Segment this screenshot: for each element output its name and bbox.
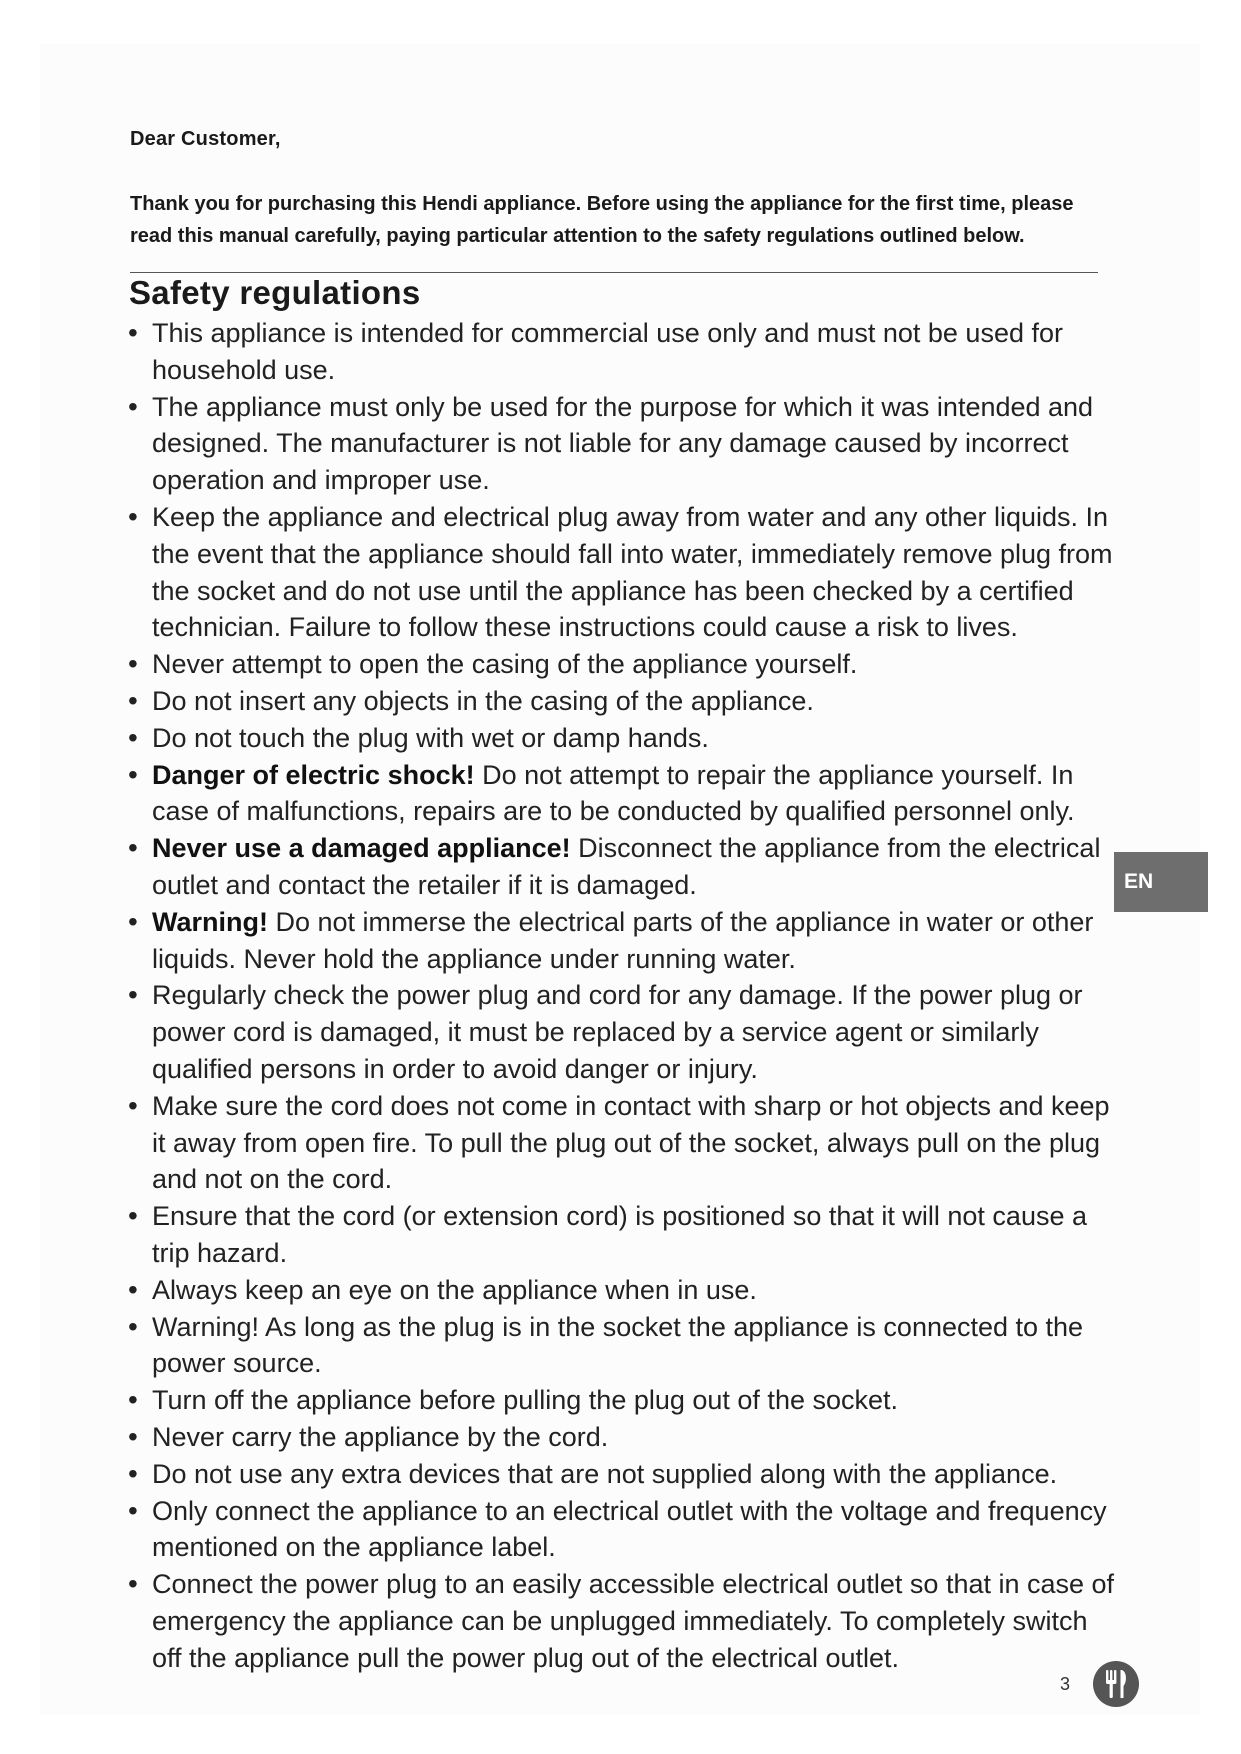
rule-text: Do not immerse the electrical parts of the appliance in water or other liquids. Never hold the appliance under running water.: [152, 906, 1094, 974]
rule-text: This appliance is intended for commercial use only and must not be used for household use.: [152, 318, 1063, 385]
bullet-icon: •: [128, 832, 138, 864]
section-title: Safety regulations: [129, 274, 421, 311]
language-tab: EN: [1114, 852, 1208, 912]
bullet-icon: •: [128, 390, 138, 422]
rule-text: Make sure the cord does not come in contact with sharp or hot objects and keep it away from open fire. To pull the plug out of the socket, always pull on the plug and not on the cord.: [152, 1090, 1110, 1195]
page-number: 3: [1060, 1674, 1071, 1694]
bullet-icon: •: [128, 1568, 138, 1600]
rule-text: Do not attempt to repair the appliance yourself. In case of malfunctions, repairs are to be conducted by qualified personnel only.: [152, 759, 1075, 827]
list-item: [128, 720, 1118, 757]
list-item: [128, 977, 1118, 1087]
rule-text: Connect the power plug to an easily accessible electrical outlet so that in case of emergency the appliance can be unplugged immediately. To completely switch off the appliance pull the power plug out of the electrical outlet.: [152, 1569, 1115, 1673]
rule-text: Disconnect the appliance from the electrical outlet and contact the retailer if it is damaged.: [152, 833, 1101, 900]
bullet-icon: •: [128, 1089, 138, 1121]
bullet-icon: •: [128, 684, 138, 716]
rule-text: Ensure that the cord (or extension cord) is positioned so that it will not cause a trip hazard.: [152, 1201, 1087, 1268]
greeting: Dear Customer,: [130, 128, 281, 150]
list-item: [128, 830, 1118, 904]
rule-lead: Never use a damaged appliance!: [152, 833, 571, 864]
bullet-icon: •: [128, 758, 138, 790]
list-item: [128, 904, 1118, 978]
rule-text: The appliance must only be used for the purpose for which it was intended and designed. The manufacturer is not liable for any damage caused by incorrect operation and improper use.: [152, 391, 1094, 496]
hendi-cutlery-logo-icon: [1092, 1660, 1140, 1708]
list-item: [128, 1382, 1118, 1419]
bullet-icon: •: [128, 1273, 138, 1305]
rule-text: Keep the appliance and electrical plug away from water and any other liquids. In the event that the appliance should fall into water, immediately remove plug from the socket and do not use until the appliance has been checked by a certified technician. Failure to follow these instructions could cause a risk to lives.: [152, 501, 1113, 643]
rule-text: Regularly check the power plug and cord for any damage. If the power plug or power cord is damaged, it must be replaced by a service agent or similarly qualified persons in order to avoid danger or injury.: [152, 980, 1083, 1084]
rule-text: Never attempt to open the casing of the appliance yourself.: [152, 649, 858, 680]
section-divider: [130, 272, 1098, 273]
bullet-icon: •: [128, 1494, 138, 1526]
list-item: [128, 1198, 1118, 1272]
list-item: [128, 1419, 1118, 1456]
bullet-icon: •: [128, 500, 138, 532]
rule-lead: Warning!: [152, 906, 268, 937]
rule-text: Always keep an eye on the appliance when in use.: [152, 1274, 757, 1305]
list-item: [128, 1272, 1118, 1309]
list-item: [128, 389, 1118, 499]
list-item: [128, 683, 1118, 720]
bullet-icon: •: [128, 905, 138, 937]
rule-lead: Danger of electric shock!: [152, 759, 475, 790]
list-item: [128, 1309, 1118, 1383]
list-item: [128, 646, 1118, 683]
rule-text: Do not touch the plug with wet or damp hands.: [152, 722, 709, 753]
rule-text: Warning! As long as the plug is in the socket the appliance is connected to the power source.: [152, 1311, 1084, 1379]
list-item: [128, 1088, 1118, 1198]
rule-text: Do not insert any objects in the casing of the appliance.: [152, 685, 814, 716]
list-item: [128, 1493, 1118, 1567]
bullet-icon: •: [128, 1310, 138, 1342]
rule-text: Do not use any extra devices that are not supplied along with the appliance.: [152, 1458, 1058, 1489]
bullet-icon: •: [128, 1384, 138, 1416]
list-item: [128, 499, 1118, 646]
rule-text: Turn off the appliance before pulling the plug out of the socket.: [152, 1385, 899, 1416]
bullet-icon: •: [128, 1457, 138, 1489]
bullet-icon: •: [128, 648, 138, 680]
bullet-icon: •: [128, 721, 138, 753]
bullet-icon: •: [128, 1420, 138, 1452]
intro-paragraph: Thank you for purchasing this Hendi appliance. Before using the appliance for the first time, please read this manual carefully, paying particular attention to the safety regulations outlined below.: [130, 193, 1074, 247]
rule-text: Only connect the appliance to an electrical outlet with the voltage and frequency mentioned on the appliance label.: [152, 1495, 1107, 1563]
bullet-icon: •: [128, 1200, 138, 1232]
list-item: [128, 1566, 1118, 1676]
list-item: [128, 757, 1118, 831]
bullet-icon: •: [128, 317, 138, 348]
rule-text: Never carry the appliance by the cord.: [152, 1421, 609, 1452]
list-item: [128, 1456, 1118, 1493]
list-item: [128, 315, 1118, 389]
safety-rules-list: [128, 315, 1118, 1676]
bullet-icon: •: [128, 979, 138, 1011]
